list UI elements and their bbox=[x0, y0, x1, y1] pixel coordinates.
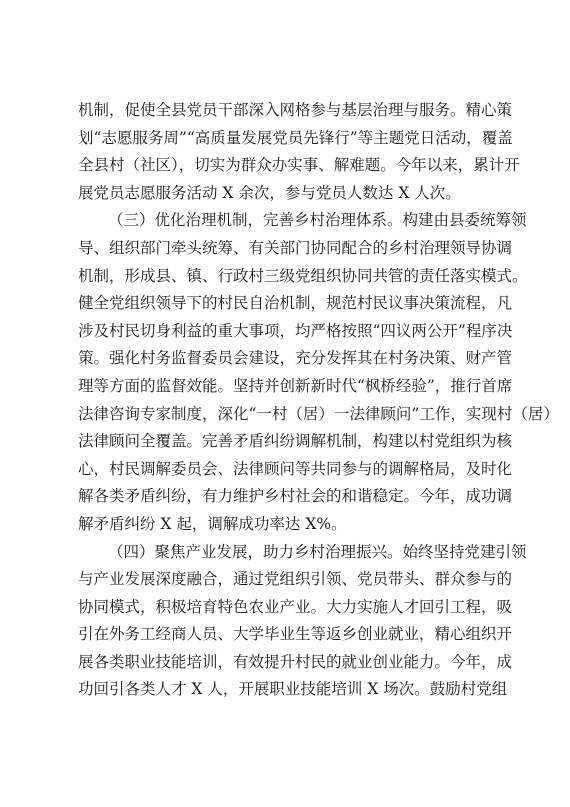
text-line: 协同模式，积极培育特色农业产业。大力实施人才回引工程，吸 bbox=[78, 597, 513, 616]
paragraph bbox=[78, 539, 527, 705]
text-line: 功回引各类人才 X 人，开展职业技能培训 X 场次。鼓励村党组 bbox=[78, 680, 508, 699]
text-line: 划“志愿服务周”“高质量发展党员先锋行”等主题党日活动，覆盖 bbox=[78, 128, 513, 147]
text-line: （四）聚焦产业发展，助力乡村治理振兴。始终坚持党建引领 bbox=[108, 542, 527, 561]
text-line: 涉及村民切身利益的重大事项，均严格按照“四议两公开”程序决 bbox=[78, 321, 513, 340]
text-line: 法律咨询专家制度，深化“一村（居）一法律顾问”工作，实现村（居） bbox=[78, 404, 559, 423]
text-line: 机制，形成县、镇、行政村三级党组织协同共管的责任落实模式。 bbox=[78, 266, 528, 285]
text-line: 引在外务工经商人员、大学毕业生等返乡创业就业，精心组织开 bbox=[78, 625, 513, 644]
text-line: 机制，促使全县党员干部深入网格参与基层治理与服务。精心策 bbox=[78, 101, 513, 119]
document-body bbox=[78, 97, 559, 704]
paragraph bbox=[78, 97, 520, 207]
text-line: 与产业发展深度融合，通过党组织引领、党员带头、群众参与的 bbox=[78, 570, 513, 589]
paragraph bbox=[78, 207, 559, 538]
text-line: 解矛盾纠纷 X 起，调解成功率达 X%。 bbox=[78, 514, 347, 533]
text-line: 策。强化村务监督委员会建设，充分发挥其在村务决策、财产管 bbox=[78, 349, 513, 368]
text-line: 导、组织部门牵头统筹、有关部门协同配合的乡村治理领导协调 bbox=[78, 238, 513, 257]
text-line: （三）优化治理机制，完善乡村治理体系。构建由县委统筹领 bbox=[108, 211, 527, 230]
text-line: 展党员志愿服务活动 X 余次，参与党员人数达 X 人次。 bbox=[78, 183, 461, 202]
text-line: 理等方面的监督效能。坚持并创新新时代“枫桥经验”，推行首席 bbox=[78, 376, 513, 395]
text-line: 健全党组织领导下的村民自治机制，规范村民议事决策流程，凡 bbox=[78, 294, 513, 313]
text-line: 解各类矛盾纠纷，有力维护乡村社会的和谐稳定。今年，成功调 bbox=[78, 487, 513, 506]
text-line: 心，村民调解委员会、法律顾问等共同参与的调解格局，及时化 bbox=[78, 459, 513, 478]
text-line: 展各类职业技能培训，有效提升村民的就业创业能力。今年，成 bbox=[78, 652, 513, 671]
text-line: 法律顾问全覆盖。完善矛盾纠纷调解机制，构建以村党组织为核 bbox=[78, 432, 513, 451]
text-line: 全县村（社区），切实为群众办实事、解难题。今年以来，累计开 bbox=[78, 156, 520, 175]
